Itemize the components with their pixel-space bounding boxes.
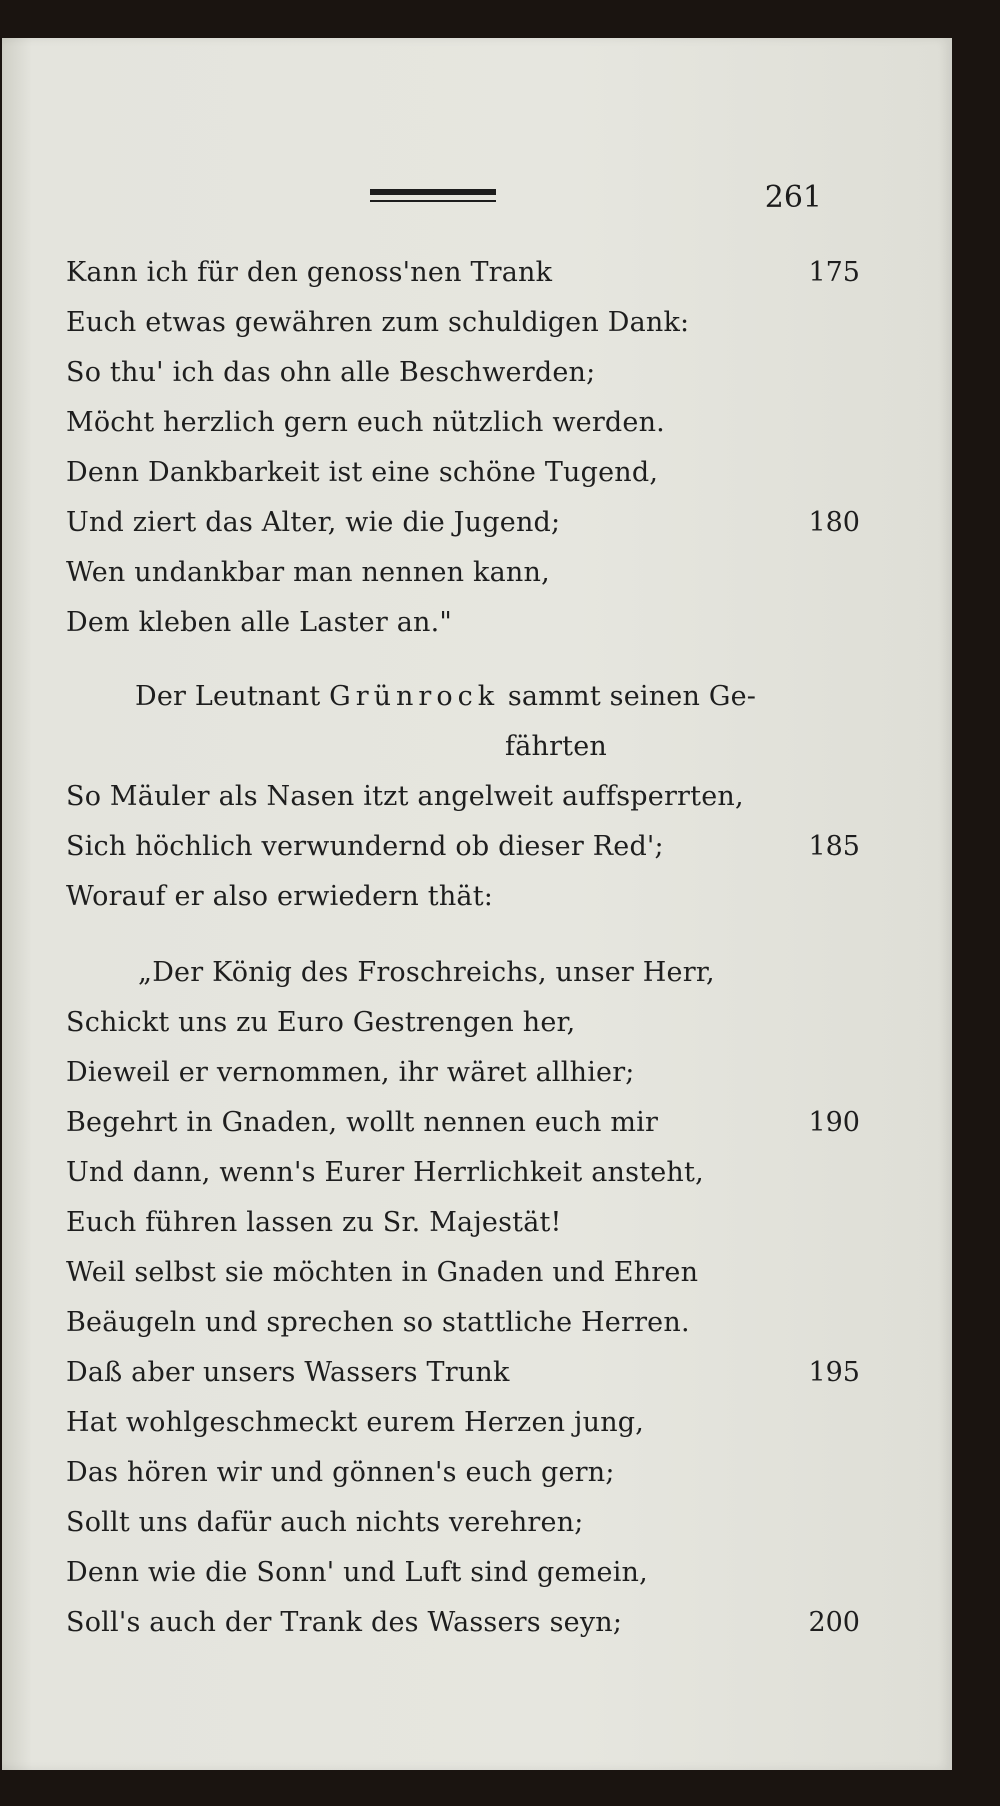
line-number-175: 175 [808, 257, 860, 288]
speech-intro-line [135, 681, 756, 712]
line-number-195: 195 [808, 1357, 860, 1388]
verse-line-4: Möcht herzlich gern euch nützlich werden. [66, 407, 665, 438]
verse-line-2: Euch etwas gewähren zum schuldigen Dank: [66, 307, 690, 338]
verse-line-23: Sollt uns dafür auch nichts verehren; [66, 1507, 584, 1538]
speech-intro-after: sammt seinen Ge- [499, 681, 757, 712]
verse-line-21: Hat wohlgeschmeckt eurem Herzen jung, [66, 1407, 645, 1438]
verse-line-22: Das hören wir und gönnen's euch gern; [66, 1457, 615, 1488]
header-rule-thick [370, 189, 496, 195]
verse-line-16: Und dann, wenn's Eurer Herrlichkeit ansteht, [66, 1157, 704, 1188]
line-number-190: 190 [808, 1107, 860, 1138]
verse-line-24: Denn wie die Sonn' und Luft sind gemein, [66, 1557, 648, 1588]
header-rule-thin [370, 200, 496, 202]
line-number-180: 180 [808, 507, 860, 538]
line-number-185: 185 [808, 831, 860, 862]
page-number: 261 [764, 180, 822, 215]
verse-line-1: Kann ich für den genoss'nen Trank [66, 257, 553, 288]
verse-line-11: Worauf er also erwiedern thät: [66, 881, 494, 912]
verse-line-13: Schickt uns zu Euro Gestrengen her, [66, 1007, 576, 1038]
verse-line-25: Soll's auch der Trank des Wassers seyn; [66, 1607, 623, 1638]
verse-line-15: Begehrt in Gnaden, wollt nennen euch mir [66, 1107, 659, 1138]
verse-line-18: Weil selbst sie möchten in Gnaden und Ehren [66, 1257, 699, 1288]
verse-line-12: „Der König des Froschreichs, unser Herr, [138, 957, 715, 988]
speech-intro-before: Der Leutnant [135, 681, 330, 712]
verse-line-6: Und ziert das Alter, wie die Jugend; [66, 507, 561, 538]
verse-line-3: So thu' ich das ohn alle Beschwerden; [66, 357, 596, 388]
verse-line-9: So Mäuler als Nasen itzt angelweit auffsperrten, [66, 781, 744, 812]
verse-line-19: Beäugeln und sprechen so stattliche Herren. [66, 1307, 690, 1338]
speech-intro-continuation: fährten [505, 731, 608, 762]
verse-line-8: Dem kleben alle Laster an." [66, 607, 453, 638]
verse-line-10: Sich höchlich verwundernd ob dieser Red'; [66, 831, 664, 862]
verse-line-20: Daß aber unsers Wassers Trunk [66, 1357, 510, 1388]
verse-line-7: Wen undankbar man nennen kann, [66, 557, 550, 588]
speaker-name: Grünrock [329, 681, 500, 712]
verse-line-17: Euch führen lassen zu Sr. Majestät! [66, 1207, 562, 1238]
line-number-200: 200 [808, 1607, 860, 1638]
verse-line-5: Denn Dankbarkeit ist eine schöne Tugend, [66, 457, 659, 488]
verse-line-14: Dieweil er vernommen, ihr wäret allhier; [66, 1057, 635, 1088]
